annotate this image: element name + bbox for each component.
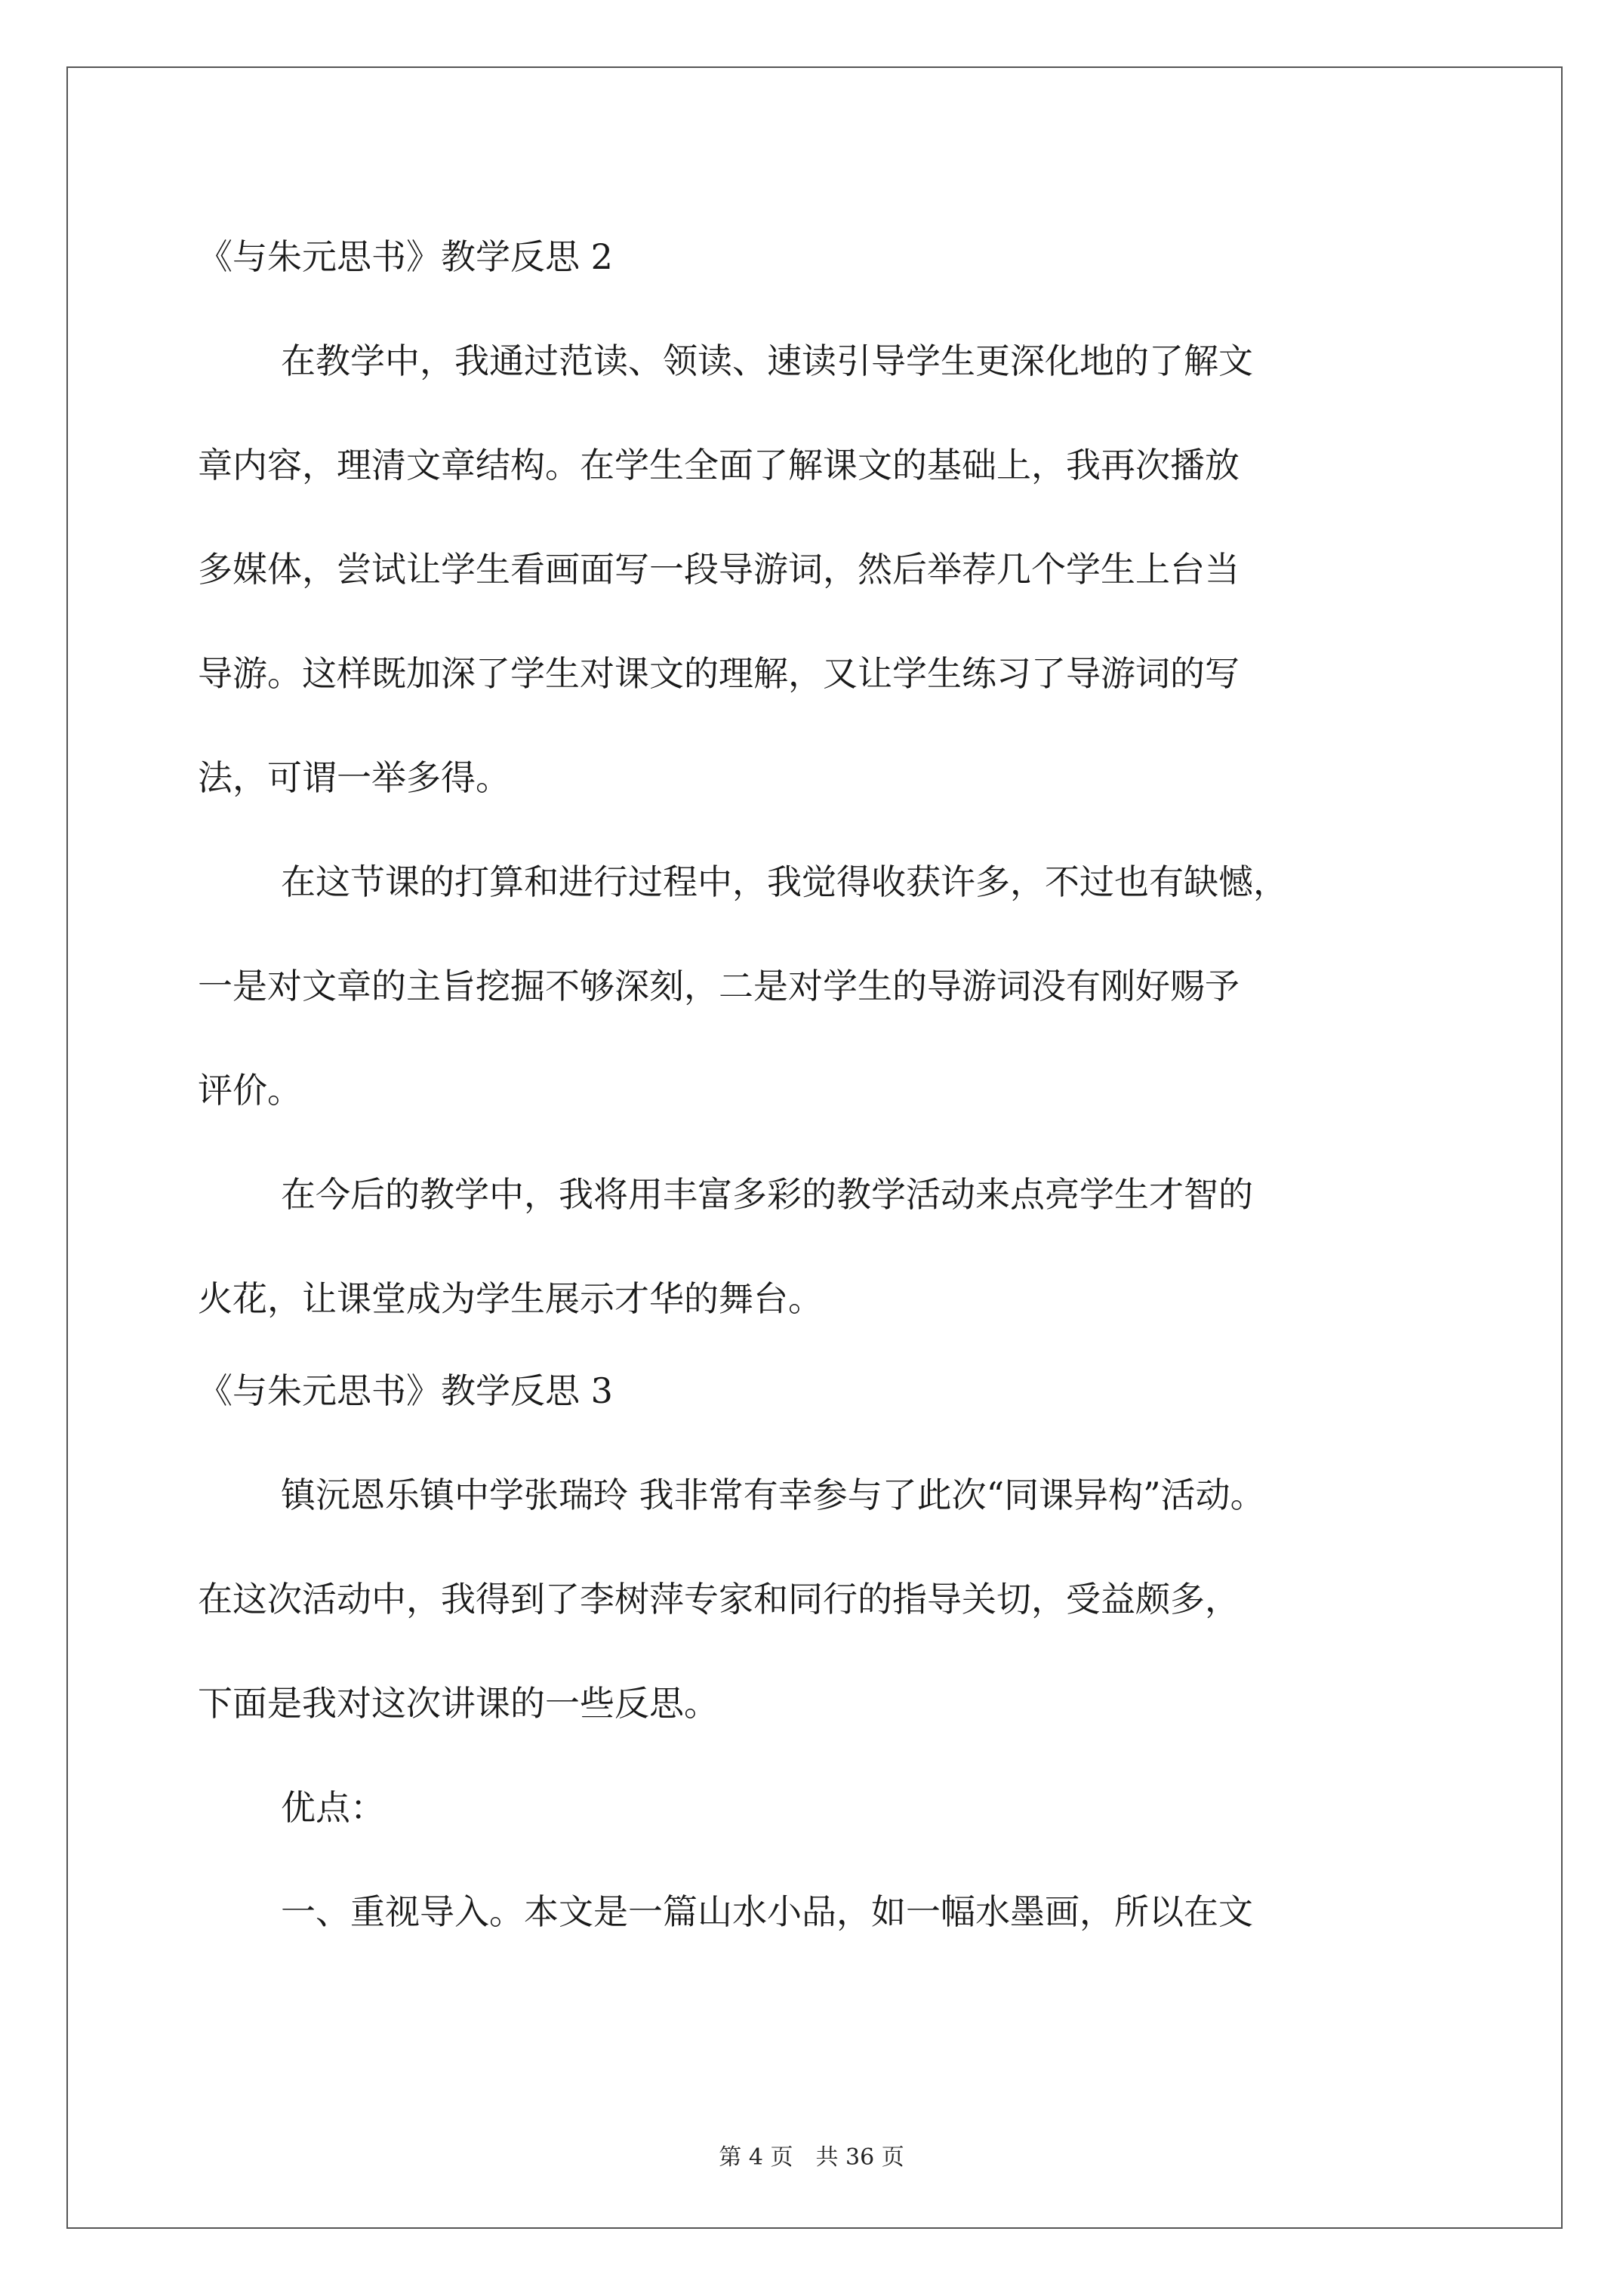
paragraph-line: 优点： (281, 1787, 385, 1828)
paragraph-line: 在这次活动中，我得到了李树萍专家和同行的指导关切，受益颇多， (198, 1579, 1240, 1620)
paragraph-line: 章内容，理清文章结构。在学生全面了解课文的基础上，我再次播放 (198, 445, 1240, 485)
section-heading: 《与朱元思书》教学反思 3 (198, 1370, 613, 1411)
paragraph-line: 法，可谓一举多得。 (198, 757, 510, 798)
paragraph-line: 在这节课的打算和进行过程中，我觉得收获许多，不过也有缺憾， (281, 861, 1288, 902)
paragraph-line: 一是对文章的主旨挖掘不够深刻，二是对学生的导游词没有刚好赐予 (198, 966, 1240, 1006)
paragraph-line: 导游。这样既加深了学生对课文的理解，又让学生练习了导游词的写 (198, 653, 1240, 694)
paragraph-line: 镇沅恩乐镇中学张瑞玲 我非常有幸参与了此次“同课异构”活动。 (281, 1475, 1265, 1515)
paragraph-line: 火花，让课堂成为学生展示才华的舞台。 (198, 1278, 823, 1319)
section-heading: 《与朱元思书》教学反思 2 (198, 236, 613, 277)
page-footer: 第 4 页 共 36 页 (719, 2144, 904, 2171)
paragraph-line: 多媒体，尝试让学生看画面写一段导游词，然后举荐几个学生上台当 (198, 549, 1240, 590)
paragraph-line: 下面是我对这次讲课的一些反思。 (198, 1683, 719, 1724)
paragraph-line: 评价。 (198, 1070, 302, 1111)
paragraph-line: 在今后的教学中，我将用丰富多彩的教学活动来点亮学生才智的 (281, 1174, 1253, 1215)
paragraph-line: 在教学中，我通过范读、领读、速读引导学生更深化地的了解文 (281, 341, 1253, 381)
paragraph-line: 一、重视导入。本文是一篇山水小品，如一幅水墨画，所以在文 (281, 1891, 1253, 1932)
